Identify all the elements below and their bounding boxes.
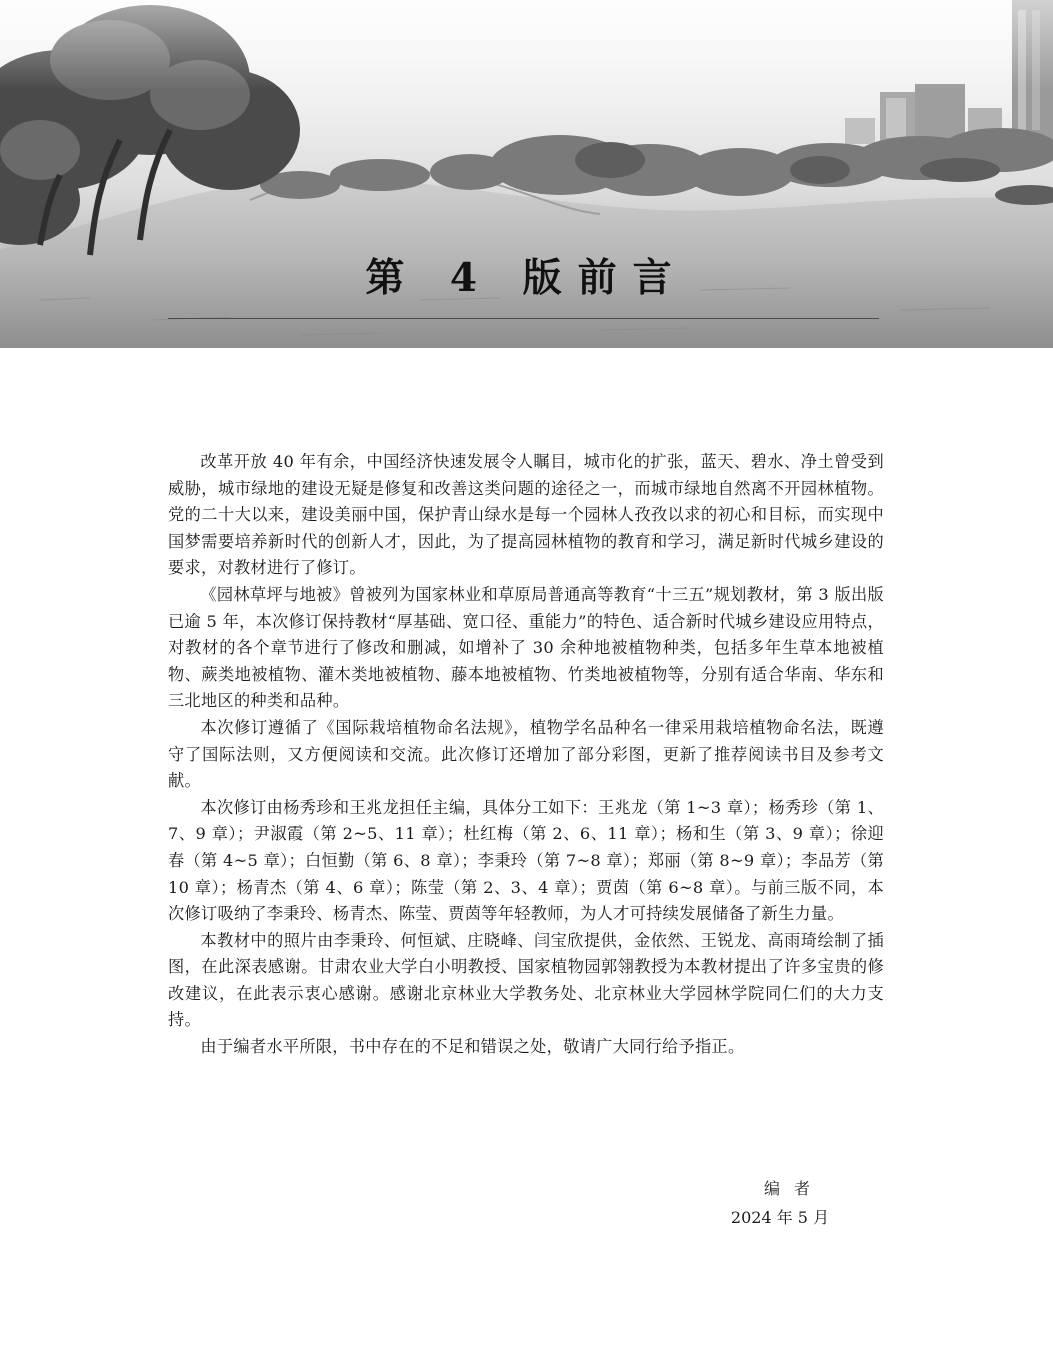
signature-editor: 编者 [763, 1179, 824, 1198]
paragraph: 《园林草坪与地被》曾被列为国家林业和草原局普通高等教育“十三五”规划教材，第 3 版出版已逾 5 年，本次修订保持教材“厚基础、宽口径、重能力”的特色、适合新时代城乡建设应用特点，对教材的各个章节进行了修改和删减，如增补了 30 余种地被植物种类，包括多年生草本地被植物、蕨类地被植物、灌木类地被植物、藤本地被植物、竹类地被植物等，分别有适合华南、华东和三北地区的种类和品种。 [168, 584, 884, 711]
preface-body [168, 449, 884, 1061]
title-underline [168, 318, 879, 319]
paragraph: 本次修订由杨秀珍和王兆龙担任主编，具体分工如下：王兆龙（第 1~3 章）；杨秀珍（第 1、7、9 章）；尹淑霞（第 2~5、11 章）；杜红梅（第 2、6、11 章）；杨和生（第 3、9 章）；徐迎春（第 4~5 章）；白恒勤（第 6、8 章）；李秉玲（第 7~8 章）；郑丽（第 8~9 章）；李品芳（第 10 章）；杨青杰（第 4、6 章）；陈莹（第 2、3、4 章）；贾茵（第 6~8 章）。与前三版不同，本次修订吸纳了李秉玲、杨青杰、陈莹、贾茵等年轻教师，为人才可持续发展储备了新生力量。 [168, 797, 884, 924]
paragraph: 本次修订遵循了《国际栽培植物命名法规》，植物学名品种名一律采用栽培植物命名法，既遵守了国际法则，又方便阅读和交流。此次修订还增加了部分彩图，更新了推荐阅读书目及参考文献。 [168, 717, 884, 791]
header-banner [0, 0, 1053, 348]
paragraph: 改革开放 40 年有余，中国经济快速发展令人瞩目，城市化的扩张，蓝天、碧水、净土曾受到威胁，城市绿地的建设无疑是修复和改善这类问题的途径之一，而城市绿地自然离不开园林植物。党的二十大以来，建设美丽中国，保护青山绿水是每一个园林人孜孜以求的初心和目标，而实现中国梦需要培养新时代的创新人才，因此，为了提高园林植物的教育和学习，满足新时代城乡建设的要求，对教材进行了修订。 [168, 452, 884, 578]
paragraph: 本教材中的照片由李秉玲、何恒斌、庄晓峰、闫宝欣提供，金依然、王锐龙、高雨琦绘制了插图，在此深表感谢。甘肃农业大学白小明教授、国家植物园郭翎教授为本教材提出了许多宝贵的修改建议，在此表示衷心感谢。感谢北京林业大学教务处、北京林业大学园林学院同仁们的大力支持。 [168, 930, 884, 1030]
paragraph: 由于编者水平所限，书中存在的不足和错误之处，敬请广大同行给予指正。 [200, 1037, 745, 1057]
signature-date: 2024 年 5 月 [730, 1208, 830, 1227]
page-title: 第 4 版前言 [365, 255, 688, 301]
